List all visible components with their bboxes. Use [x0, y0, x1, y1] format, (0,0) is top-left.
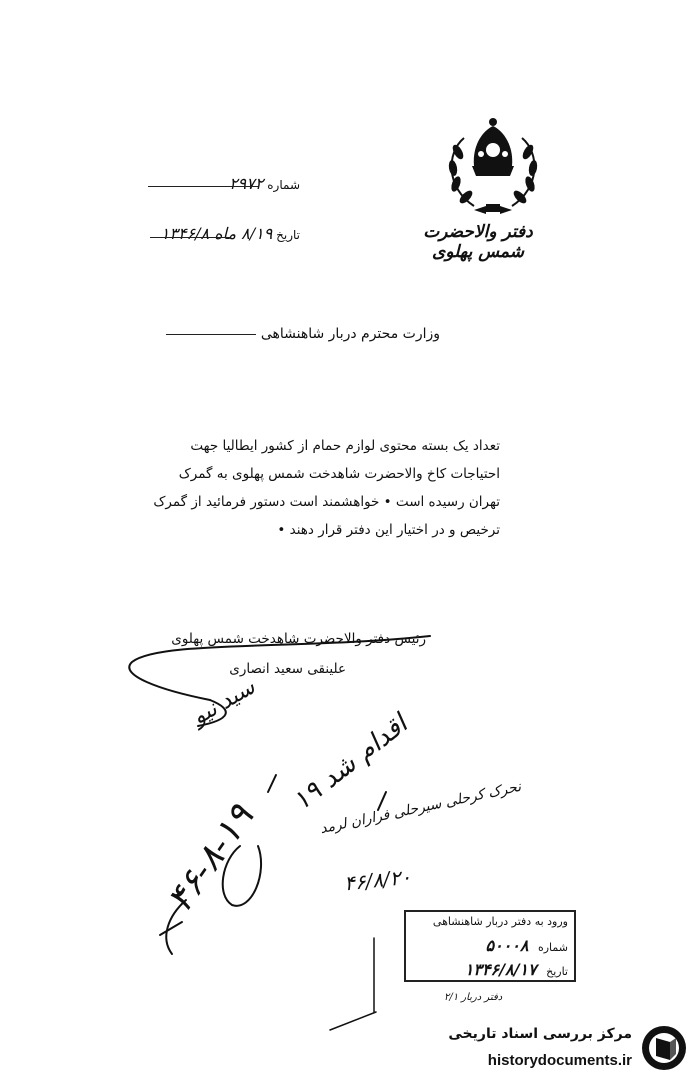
signature-title: رئیس دفتر والاحضرت شاهدخت شمس پهلوی: [171, 631, 426, 647]
letter-date-label: تاریخ: [276, 228, 300, 242]
watermark-title: مرکز بررسی اسناد تاریخی: [448, 1026, 632, 1042]
office-name: دفتر والاحضرت شمس پهلوی: [423, 222, 533, 262]
letter-date-row: [60, 224, 300, 243]
stamp-title: ورود به دفتر دربار شاهنشاهی: [432, 915, 568, 928]
letter-body: [60, 432, 500, 544]
recipient-underline: [166, 334, 256, 335]
stamp-date-label: تاریخ: [546, 965, 568, 978]
handwritten-note: اقدام شد ۱۹: [287, 709, 414, 817]
body-line: احتیاجات کاخ والاحضرت شاهدخت شمس پهلوی به گمرک: [178, 466, 500, 482]
handwritten-big-date: ۴۶-۸-۱۹: [159, 797, 263, 920]
letter-number-row: [140, 174, 300, 193]
handwritten-date: ۴۶/۸/۲۰: [342, 864, 413, 896]
handwritten-note: نحرک کرحلی سیرحلی فراران لرمد: [318, 778, 523, 838]
watermark: [414, 1016, 694, 1078]
recipient-text: وزارت محترم دربار شاهنشاهی: [260, 326, 440, 342]
recipient: [140, 326, 440, 342]
watermark-url[interactable]: historydocuments.ir: [487, 1052, 632, 1069]
handwritten-signature: سید نیو: [188, 674, 260, 731]
stamp-number-label: شماره: [537, 941, 568, 954]
body-line: ترخیص و در اختیار این دفتر قرار دهند •: [277, 522, 500, 538]
letter-number-value: ۲۹۷۲: [229, 174, 264, 193]
stamp-number-value: ۵۰۰۰۸: [485, 936, 529, 955]
stamp-note: دفتر دربار ۲/۱: [444, 992, 503, 1003]
letter-date-value: ۸/۱۹ ماه ۱۳۴۶/۸: [160, 224, 273, 243]
number-underline: [148, 186, 258, 187]
body-line: تعداد یک بسته محتوی لوازم حمام از کشور ایطالیا جهت: [190, 438, 500, 454]
letter-number-label: شماره: [267, 178, 300, 192]
signature-block: [96, 624, 426, 684]
stamp-date-value: ۱۳۴۶/۸/۱۷: [464, 960, 537, 979]
crown-laurel-emblem-icon: [434, 108, 552, 220]
archive-logo-icon: [640, 1024, 688, 1072]
stamp-number-row: [486, 936, 568, 955]
registration-stamp: [404, 910, 576, 982]
date-underline: [150, 237, 230, 238]
signature-name: علینقی سعید انصاری: [229, 661, 346, 677]
body-line: تهران رسیده است • خواهشمند است دستور فرمائید از گمرک: [153, 494, 500, 510]
stamp-date-row: [465, 960, 568, 979]
